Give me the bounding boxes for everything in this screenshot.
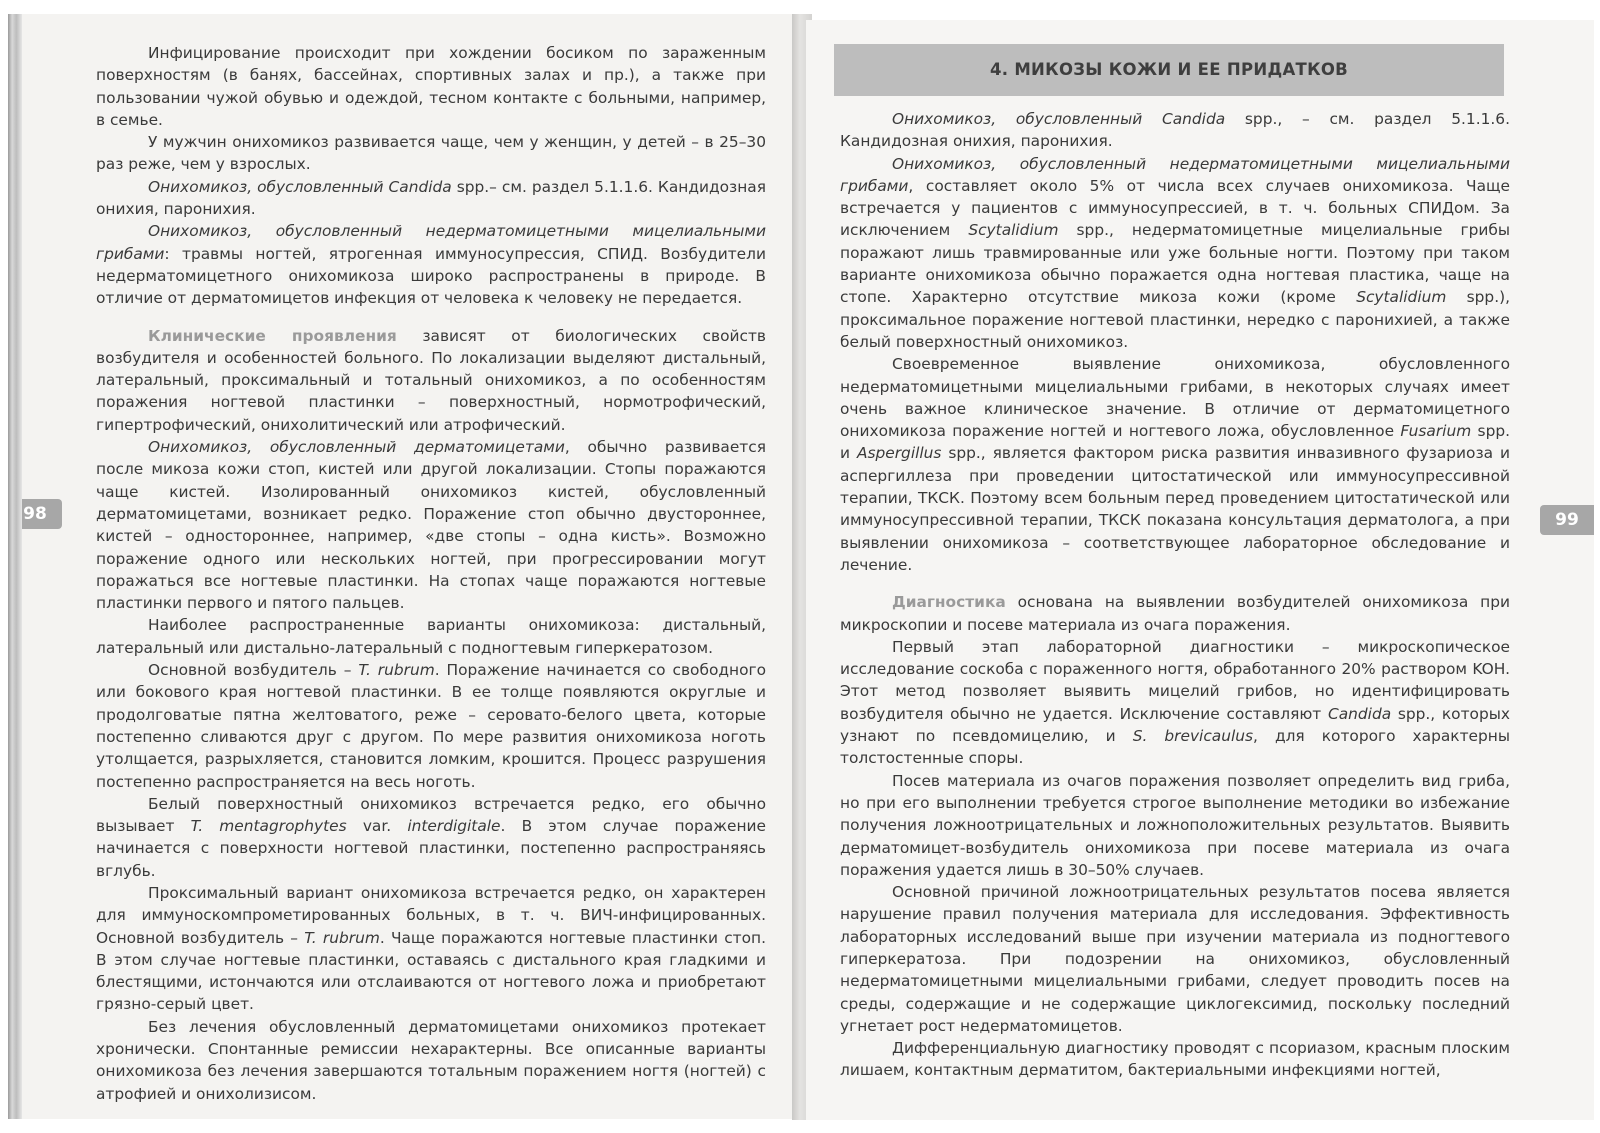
paragraph: Первый этап лабораторной диагностики – микроскопическое исследование соскоба с пораженного ногтя, обработанного 20% раствором KOH. Этот метод позволяет выявить мицелий грибов, но идентифицировать возбудителя обычно не удается. Исключение составляют Candida spp., которых узнают по псевдомицелию, и S. brevicaulus, для которого характерны толстостенные споры.	[840, 637, 1511, 768]
paragraph: Без лечения обусловленный дерматомицетами онихомикоз протекает хронически. Спонтанные ремиссии нехарактерны. Все описанные варианты онихомикоза без лечения завершаются тотальным поражением ногтя (ногтей) с атрофией и онихолизисом.	[96, 1017, 766, 1103]
paragraph: Онихомикоз, обусловленный недерматомицетными мицелиальными грибами, составляет около 5% от числа всех случаев онихомикоза. Чаще встречается у пациентов с иммуносупрессией, в т. ч. больных СПИДом. За исключением Scytalidium spp., недерматомицетные мицелиальные грибы поражают лишь травмированные или уже больные ногти. Поэтому при таком варианте онихомикоза обычно поражается одна ногтевая пластика, чаще на стопе. Характерно отсутствие микоза кожи (кроме Scytalidium spp.), проксимальное поражение ногтевой пластинки, нередко с паронихией, а также белый поверхностный онихомикоз.	[840, 154, 1511, 351]
right-page-text	[840, 108, 1510, 1082]
chapter-title: 4. МИКОЗЫ КОЖИ И ЕЕ ПРИДАТКОВ	[834, 44, 1504, 96]
paragraph: Посев материала из очагов поражения позволяет определить вид гриба, но при его выполнении требуется строгое выполнение методики во избежание получения ложноотрицательных и ложноположительных результатов. Выявить дерматомицет-возбудитель онихомикоза при посеве материала из очага поражения удается лишь в 30–50% случаев.	[840, 771, 1510, 879]
paragraph: Онихомикоз, обусловленный Candida spp.– см. раздел 5.1.1.6. Кандидозная онихия, паронихия.	[96, 177, 766, 219]
paragraph: Клинические проявления зависят от биологических свойств возбудителя и особенностей больного. По локализации выделяют дистальный, латеральный, проксимальный и тотальный онихомикоз, а по особенностям поражения ногтевой пластинки – поверхностный, нормотрофический, гипертрофический, онихолитический или атрофический.	[96, 326, 766, 434]
paragraph: Белый поверхностный онихомикоз встречается редко, его обычно вызывает T. mentagrophytes var. interdigitale. В этом случае поражение начинается с поверхности ногтевой пластинки, постепенно распространяясь вглубь.	[96, 794, 767, 880]
left-page	[8, 14, 798, 1119]
paragraph: Проксимальный вариант онихомикоза встречается редко, он характерен для иммуноскомпрометированных больных, в т. ч. ВИЧ-инфицированных. Основной возбудитель – T. rubrum. Чаще поражаются ногтевые пластинки стоп. В этом случае ногтевые пластинки, оставаясь с дистального края гладкими и блестящими, истончаются или отслаиваются от ногтевого ложа и приобретают грязно-серый цвет.	[96, 883, 767, 1014]
paragraph: Инфицирование происходит при хождении босиком по зараженным поверхностям (в банях, бассейнах, спортивных залах и пр.), а также при пользовании чужой обувью и одеждой, тесном контакте с больными, например, в семье.	[96, 44, 766, 129]
paragraph: Диагностика основана на выявлении возбудителей онихомикоза при микроскопии и посеве материала из очага поражения.	[840, 593, 1510, 634]
paragraph: Дифференциальную диагностику проводят с псориазом, красным плоским лишаем, контактным дерматитом, бактериальными инфекциями ногтей,	[840, 1039, 1510, 1080]
right-page	[806, 20, 1594, 1120]
paragraph: У мужчин онихомикоз развивается чаще, чем у женщин, у детей – в 25–30 раз реже, чем у взрослых.	[96, 133, 766, 174]
paragraph: Онихомикоз, обусловленный дерматомицетами, обычно развивается после микоза кожи стоп, кистей или другой локализации. Стопы поражаются чаще кистей. Изолированный онихомикоз кистей, обусловленный дерматомицетами, возникает редко. Поражение стоп обычно двустороннее, кистей – одностороннее, например, «две стопы – одна кисть». Возможно поражение одного или нескольких ногтей, при прогрессировании могут поражаться все ногтевые пластинки. На стопах чаще поражаются ногтевые пластинки первого и пятого пальцев.	[96, 438, 766, 613]
paragraph: Онихомикоз, обусловленный Candida spp., – см. раздел 5.1.1.6. Кандидозная онихия, паронихия.	[840, 110, 1510, 151]
paragraph: Основной причиной ложноотрицательных результатов посева является нарушение правил получения материала для исследования. Эффективность лабораторных исследований выше при изучении материала из подногтевого гиперкератоза. При подозрении на онихомикоз, обусловленный недерматомицетными мицелиальными грибами, следует проводить посев на среды, содержащие и не содержащие циклогексимид, поскольку последний угнетает рост недерматомицетов.	[840, 883, 1510, 1035]
paragraph: Основной возбудитель – T. rubrum. Поражение начинается со свободного или бокового края ногтевой пластинки. В ее толще появляются округлые и продолговатые пятна желтоватого, реже – серовато-белого цвета, которые постепенно сливаются друг с другом. По мере развития онихомикоза ноготь утолщается, разрыхляется, становится ломким, крошится. Процесс разрушения постепенно распространяется на весь ноготь.	[96, 661, 766, 791]
page-number-right: 99	[1540, 505, 1594, 535]
paragraph: Онихомикоз, обусловленный недерматомицетными мицелиальными грибами: травмы ногтей, ятрогенная иммуносупрессия, СПИД. Возбудители недерматомицетного онихомикоза широко распространены в природе. В отличие от дерматомицетов инфекция от человека к человеку не передается.	[96, 222, 766, 308]
book-edge	[8, 14, 22, 1119]
left-page-text	[96, 42, 766, 1105]
page-number-left: 98	[8, 499, 62, 529]
paragraph: Наиболее распространенные варианты онихомикоза: дистальный, латеральный или дистально-латеральный с подногтевым гиперкератозом.	[96, 616, 766, 657]
paragraph: Своевременное выявление онихомикоза, обусловленного недерматомицетными мицелиальными грибами, в некоторых случаях имеет очень важное клиническое значение. В отличие от дерматомицетного онихомикоза поражение ногтей и ногтевого ложа, обусловленное Fusarium spp. и Aspergillus spp., является фактором риска развития инвазивного фузариоза и аспергиллеза при проведении цитостатической или иммуносупрессивной терапии, ТКСК. Поэтому всем больным перед проведением цитостатической или иммуносупрессивной терапии, ТКСК показана консультация дерматолога, а при выявлении онихомикоза – соответствующее лабораторное обследование и лечение.	[840, 355, 1511, 574]
